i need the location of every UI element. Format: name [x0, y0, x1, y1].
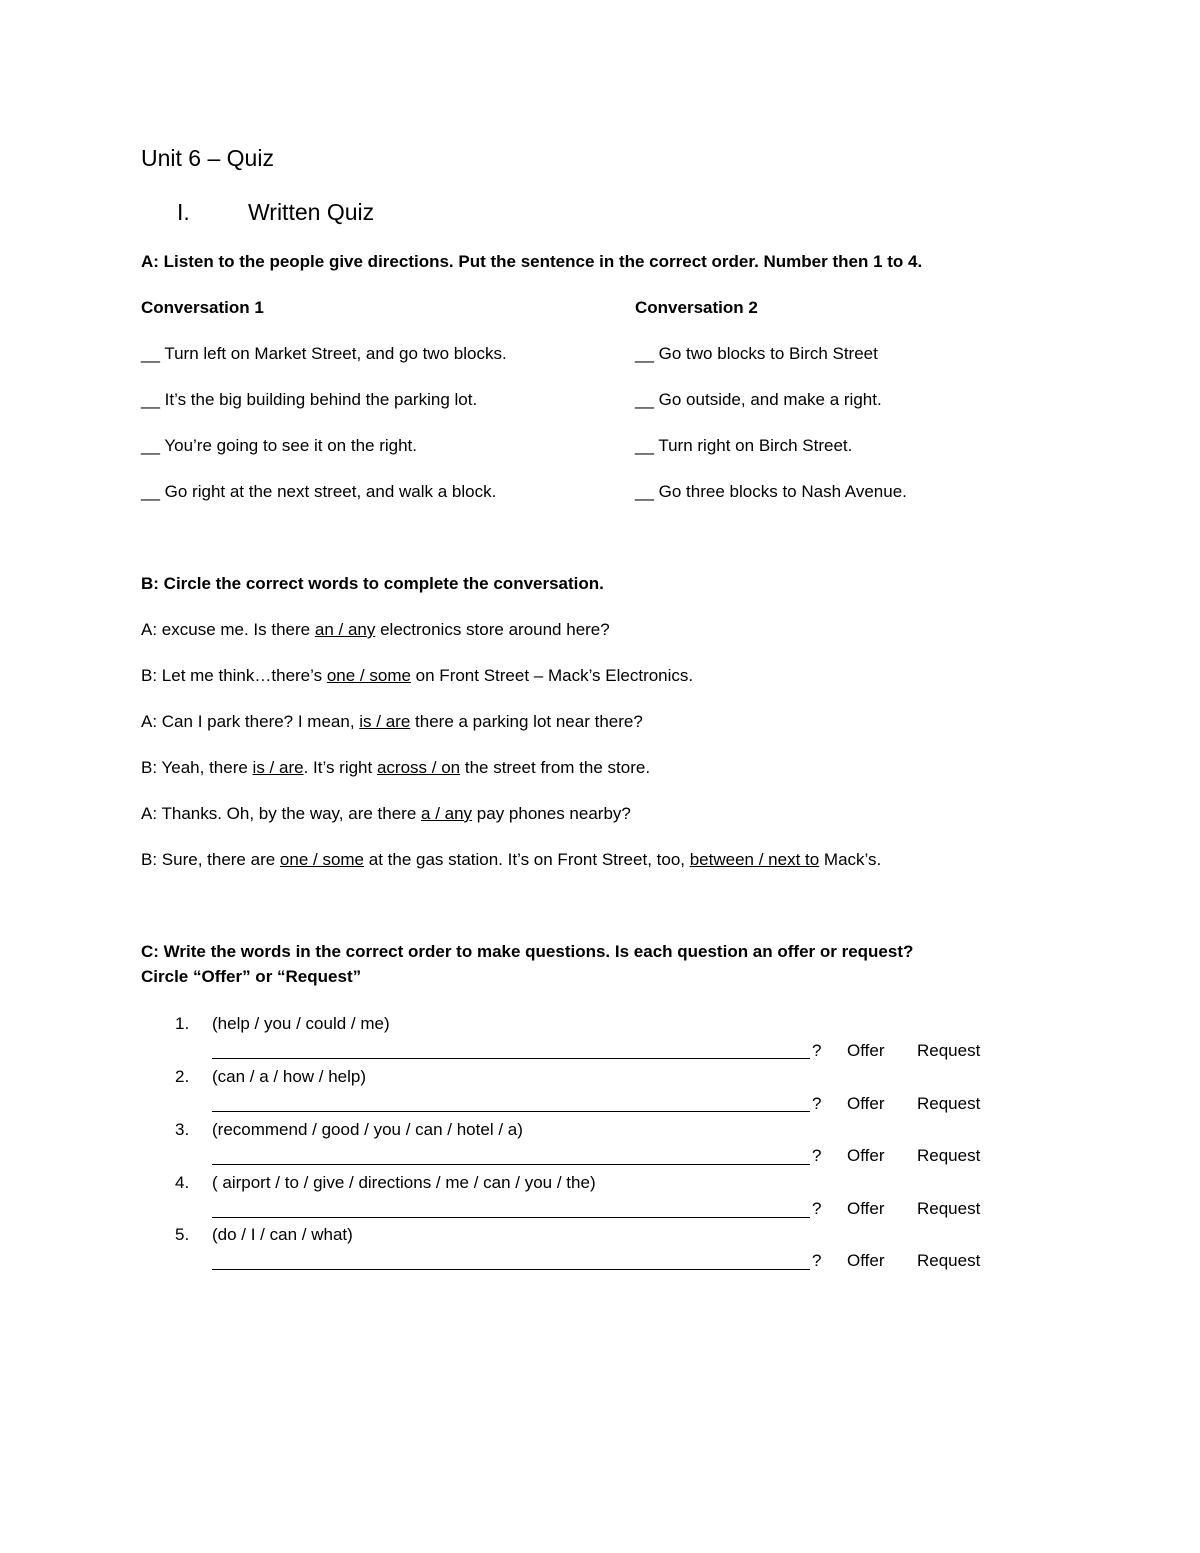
answer-blank[interactable]: __ — [141, 390, 160, 409]
dialogue-line — [141, 712, 643, 732]
answer-blank[interactable]: __ — [635, 436, 654, 455]
line-text: A: Can I park there? I mean, — [141, 712, 360, 731]
part-c-instruction-line-2: Circle “Offer” or “Request” — [141, 967, 362, 986]
line-text: . It’s right — [303, 758, 377, 777]
question-words: (do / I / can / what) — [212, 1225, 353, 1244]
conversation-2-item — [635, 390, 882, 410]
line-text: A: Thanks. Oh, by the way, are there — [141, 804, 422, 823]
conversation-1-item — [141, 390, 477, 410]
question-mark: ? — [812, 1146, 822, 1165]
section-title: Written Quiz — [248, 199, 375, 225]
answer-blank[interactable]: __ — [635, 390, 654, 409]
offer-option[interactable]: Offer — [847, 1094, 885, 1113]
answer-line[interactable] — [212, 1217, 810, 1218]
question-number: 1. — [175, 1014, 190, 1033]
question-words: (can / a / how / help) — [212, 1067, 367, 1086]
question-number: 2. — [175, 1067, 190, 1086]
page-title: Unit 6 – Quiz — [141, 145, 274, 171]
offer-option[interactable]: Offer — [847, 1251, 885, 1270]
question-number: 4. — [175, 1173, 190, 1192]
word-choice[interactable]: an / any — [314, 620, 376, 639]
item-text: Turn right on Birch Street. — [658, 436, 853, 455]
word-choice[interactable]: a / any — [421, 804, 473, 823]
item-text: It’s the big building behind the parking lot. — [164, 390, 478, 409]
part-c-instruction-line-1: C: Write the words in the correct order to make questions. Is each question an offer or request? — [141, 942, 914, 961]
answer-blank[interactable]: __ — [141, 482, 160, 501]
question-words: ( airport / to / give / directions / me / can / you / the) — [212, 1173, 596, 1192]
conversation-1-title: Conversation 1 — [141, 298, 264, 317]
answer-blank[interactable]: __ — [141, 436, 160, 455]
item-text: Go three blocks to Nash Avenue. — [658, 482, 907, 501]
line-text: there a parking lot near there? — [410, 712, 643, 731]
conversation-2-item — [635, 436, 852, 456]
request-option[interactable]: Request — [917, 1251, 981, 1270]
conversation-2-item — [635, 344, 878, 364]
answer-line[interactable] — [212, 1164, 810, 1165]
offer-option[interactable]: Offer — [847, 1146, 885, 1165]
line-text: B: Sure, there are — [141, 850, 280, 869]
word-choice[interactable]: is / are — [252, 758, 304, 777]
conversation-1-item — [141, 344, 507, 364]
dialogue-line — [141, 850, 881, 870]
word-choice[interactable]: between / next to — [689, 850, 820, 869]
line-text: the street from the store. — [460, 758, 651, 777]
section-number: I. — [177, 199, 190, 225]
offer-option[interactable]: Offer — [847, 1041, 885, 1060]
question-mark: ? — [812, 1094, 822, 1113]
answer-blank[interactable]: __ — [635, 344, 654, 363]
question-number: 3. — [175, 1120, 190, 1139]
line-text: on Front Street – Mack’s Electronics. — [410, 666, 694, 685]
line-text: Mack’s. — [819, 850, 882, 869]
dialogue-line — [141, 620, 610, 640]
offer-option[interactable]: Offer — [847, 1199, 885, 1218]
word-choice[interactable]: one / some — [279, 850, 365, 869]
answer-line[interactable] — [212, 1058, 810, 1059]
part-a-instruction: A: Listen to the people give directions. Put the sentence in the correct order. Number then 1 to 4. — [141, 252, 923, 271]
dialogue-line — [141, 804, 631, 824]
question-words: (help / you / could / me) — [212, 1014, 390, 1033]
question-mark: ? — [812, 1199, 822, 1218]
question-mark: ? — [812, 1041, 822, 1060]
item-text: You’re going to see it on the right. — [164, 436, 418, 455]
conversation-1-item — [141, 436, 417, 456]
answer-blank[interactable]: __ — [141, 344, 160, 363]
line-text: electronics store around here? — [375, 620, 610, 639]
answer-line[interactable] — [212, 1111, 810, 1112]
dialogue-line — [141, 666, 693, 686]
line-text: A: excuse me. Is there — [141, 620, 315, 639]
item-text: Go outside, and make a right. — [658, 390, 882, 409]
answer-line[interactable] — [212, 1269, 810, 1270]
conversation-2-item — [635, 482, 907, 502]
request-option[interactable]: Request — [917, 1199, 981, 1218]
word-choice[interactable]: one / some — [326, 666, 411, 685]
item-text: Turn left on Market Street, and go two blocks. — [164, 344, 507, 363]
question-words: (recommend / good / you / can / hotel / a) — [212, 1120, 523, 1139]
conversation-1-item — [141, 482, 496, 502]
word-choice[interactable]: across / on — [376, 758, 461, 777]
dialogue-line — [141, 758, 650, 778]
line-text: pay phones nearby? — [472, 804, 631, 823]
request-option[interactable]: Request — [917, 1146, 981, 1165]
request-option[interactable]: Request — [917, 1094, 981, 1113]
question-mark: ? — [812, 1251, 822, 1270]
line-text: B: Let me think…there’s — [141, 666, 327, 685]
part-b-instruction: B: Circle the correct words to complete the conversation. — [141, 574, 604, 593]
conversation-2-title: Conversation 2 — [635, 298, 758, 317]
word-choice[interactable]: is / are — [359, 712, 411, 731]
item-text: Go right at the next street, and walk a block. — [164, 482, 497, 501]
item-text: Go two blocks to Birch Street — [658, 344, 878, 363]
question-number: 5. — [175, 1225, 190, 1244]
answer-blank[interactable]: __ — [635, 482, 654, 501]
request-option[interactable]: Request — [917, 1041, 981, 1060]
line-text: B: Yeah, there — [141, 758, 253, 777]
line-text: at the gas station. It’s on Front Street, too, — [364, 850, 690, 869]
